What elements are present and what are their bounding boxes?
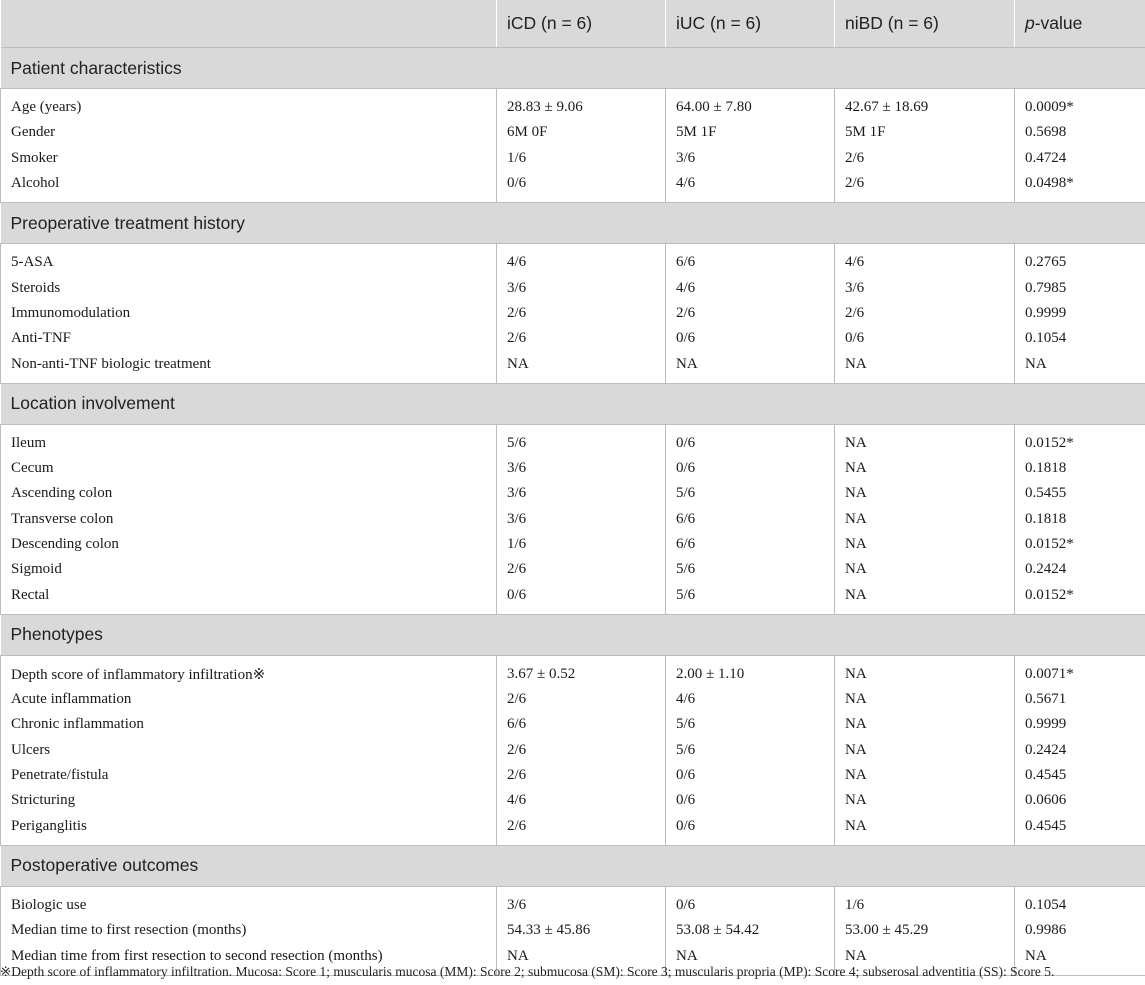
iuc-value: 0/6 xyxy=(666,456,835,481)
section-title: Phenotypes xyxy=(1,614,1145,655)
row-label: Acute inflammation xyxy=(1,687,497,712)
section-header-row xyxy=(1,614,1145,655)
section-header-row xyxy=(1,203,1145,244)
icd-value: 1/6 xyxy=(497,146,666,171)
p-value: 0.0152* xyxy=(1015,582,1145,614)
icd-value: 3/6 xyxy=(497,886,666,918)
row-label: Cecum xyxy=(1,456,497,481)
table-row xyxy=(1,275,1145,300)
p-value: 0.9986 xyxy=(1015,918,1145,943)
nibd-value: 1/6 xyxy=(835,886,1015,918)
icd-value: NA xyxy=(497,943,666,975)
nibd-value: NA xyxy=(835,788,1015,813)
p-value: NA xyxy=(1015,943,1145,975)
section-group xyxy=(1,383,1145,614)
iuc-value: 2/6 xyxy=(666,301,835,326)
iuc-value: 5/6 xyxy=(666,481,835,506)
p-value: 0.5455 xyxy=(1015,481,1145,506)
table-row xyxy=(1,814,1145,846)
header-iuc: iUC (n = 6) xyxy=(666,0,835,48)
icd-value: 6/6 xyxy=(497,712,666,737)
icd-value: 3/6 xyxy=(497,275,666,300)
nibd-value: 0/6 xyxy=(835,326,1015,351)
icd-value: 0/6 xyxy=(497,582,666,614)
table-header-row xyxy=(1,0,1145,48)
table-row xyxy=(1,738,1145,763)
table-row xyxy=(1,89,1145,121)
iuc-value: 0/6 xyxy=(666,886,835,918)
table-row xyxy=(1,788,1145,813)
p-value: 0.0152* xyxy=(1015,532,1145,557)
icd-value: 3.67 ± 0.52 xyxy=(497,655,666,687)
nibd-value: 42.67 ± 18.69 xyxy=(835,89,1015,121)
table-row xyxy=(1,918,1145,943)
icd-value: 2/6 xyxy=(497,763,666,788)
icd-value: 3/6 xyxy=(497,481,666,506)
nibd-value: 5M 1F xyxy=(835,120,1015,145)
table-row xyxy=(1,171,1145,203)
section-group xyxy=(1,845,1145,975)
table-row xyxy=(1,351,1145,383)
table-row xyxy=(1,532,1145,557)
p-value: 0.0009* xyxy=(1015,89,1145,121)
row-label: Rectal xyxy=(1,582,497,614)
nibd-value: NA xyxy=(835,532,1015,557)
p-value: 0.2424 xyxy=(1015,738,1145,763)
iuc-value: 53.08 ± 54.42 xyxy=(666,918,835,943)
row-label: Smoker xyxy=(1,146,497,171)
nibd-value: 2/6 xyxy=(835,146,1015,171)
section-group xyxy=(1,203,1145,383)
row-label: Ascending colon xyxy=(1,481,497,506)
iuc-value: 4/6 xyxy=(666,687,835,712)
row-label: Median time from first resection to second resection (months) xyxy=(1,943,497,975)
nibd-value: 2/6 xyxy=(835,301,1015,326)
iuc-value: 2.00 ± 1.10 xyxy=(666,655,835,687)
iuc-value: NA xyxy=(666,351,835,383)
nibd-value: 53.00 ± 45.29 xyxy=(835,918,1015,943)
table-row xyxy=(1,146,1145,171)
table-row xyxy=(1,582,1145,614)
table-row xyxy=(1,456,1145,481)
iuc-value: 0/6 xyxy=(666,424,835,456)
table-row xyxy=(1,557,1145,582)
p-value: 0.4545 xyxy=(1015,814,1145,846)
icd-value: 2/6 xyxy=(497,738,666,763)
row-label: Biologic use xyxy=(1,886,497,918)
row-label: Alcohol xyxy=(1,171,497,203)
header-empty xyxy=(1,0,497,48)
icd-value: 2/6 xyxy=(497,301,666,326)
section-title: Patient characteristics xyxy=(1,48,1145,89)
row-label: Ileum xyxy=(1,424,497,456)
nibd-value: NA xyxy=(835,943,1015,975)
row-label: Transverse colon xyxy=(1,507,497,532)
iuc-value: 6/6 xyxy=(666,507,835,532)
p-value: 0.4724 xyxy=(1015,146,1145,171)
icd-value: 54.33 ± 45.86 xyxy=(497,918,666,943)
icd-value: NA xyxy=(497,351,666,383)
table-footnote: ※Depth score of inflammatory infiltration. Mucosa: Score 1; muscularis mucosa (MM): Score 2; submucosa (SM): Score 3; muscularis propria (MP): Score 4; subserosal adventitia (SS): Score 5. xyxy=(0,964,1055,979)
nibd-value: NA xyxy=(835,481,1015,506)
section-title: Postoperative outcomes xyxy=(1,845,1145,886)
row-label: Periganglitis xyxy=(1,814,497,846)
row-label: Non-anti-TNF biologic treatment xyxy=(1,351,497,383)
table-row xyxy=(1,120,1145,145)
p-value: 0.9999 xyxy=(1015,712,1145,737)
row-label: Chronic inflammation xyxy=(1,712,497,737)
table-row xyxy=(1,326,1145,351)
iuc-value: 0/6 xyxy=(666,763,835,788)
iuc-value: NA xyxy=(666,943,835,975)
p-value: 0.7985 xyxy=(1015,275,1145,300)
section-header-row xyxy=(1,845,1145,886)
row-label: Descending colon xyxy=(1,532,497,557)
iuc-value: 5M 1F xyxy=(666,120,835,145)
icd-value: 0/6 xyxy=(497,171,666,203)
p-value: 0.2424 xyxy=(1015,557,1145,582)
section-title: Preoperative treatment history xyxy=(1,203,1145,244)
iuc-value: 0/6 xyxy=(666,788,835,813)
icd-value: 2/6 xyxy=(497,814,666,846)
iuc-value: 4/6 xyxy=(666,275,835,300)
section-title: Location involvement xyxy=(1,383,1145,424)
p-value: NA xyxy=(1015,351,1145,383)
iuc-value: 0/6 xyxy=(666,814,835,846)
iuc-value: 5/6 xyxy=(666,557,835,582)
icd-value: 2/6 xyxy=(497,687,666,712)
p-value: 0.0606 xyxy=(1015,788,1145,813)
row-label: Anti-TNF xyxy=(1,326,497,351)
nibd-value: 3/6 xyxy=(835,275,1015,300)
iuc-value: 3/6 xyxy=(666,146,835,171)
p-value: 0.1818 xyxy=(1015,507,1145,532)
icd-value: 2/6 xyxy=(497,326,666,351)
header-p-italic: p xyxy=(1025,13,1035,33)
header-icd: iCD (n = 6) xyxy=(497,0,666,48)
table-row xyxy=(1,424,1145,456)
row-label: Sigmoid xyxy=(1,557,497,582)
p-value: 0.2765 xyxy=(1015,244,1145,276)
nibd-value: NA xyxy=(835,507,1015,532)
table-row xyxy=(1,507,1145,532)
icd-value: 4/6 xyxy=(497,244,666,276)
section-group xyxy=(1,48,1145,203)
row-label: Age (years) xyxy=(1,89,497,121)
iuc-value: 5/6 xyxy=(666,738,835,763)
nibd-value: NA xyxy=(835,655,1015,687)
iuc-value: 4/6 xyxy=(666,171,835,203)
iuc-value: 5/6 xyxy=(666,712,835,737)
section-group xyxy=(1,614,1145,845)
header-nibd: niBD (n = 6) xyxy=(835,0,1015,48)
iuc-value: 0/6 xyxy=(666,326,835,351)
iuc-value: 64.00 ± 7.80 xyxy=(666,89,835,121)
section-header-row xyxy=(1,383,1145,424)
icd-value: 5/6 xyxy=(497,424,666,456)
row-label: Gender xyxy=(1,120,497,145)
icd-value: 4/6 xyxy=(497,788,666,813)
iuc-value: 6/6 xyxy=(666,532,835,557)
nibd-value: NA xyxy=(835,351,1015,383)
table-row xyxy=(1,301,1145,326)
icd-value: 28.83 ± 9.06 xyxy=(497,89,666,121)
row-label: Immunomodulation xyxy=(1,301,497,326)
nibd-value: NA xyxy=(835,557,1015,582)
nibd-value: NA xyxy=(835,582,1015,614)
p-value: 0.5698 xyxy=(1015,120,1145,145)
p-value: 0.9999 xyxy=(1015,301,1145,326)
table-row xyxy=(1,712,1145,737)
icd-value: 3/6 xyxy=(497,456,666,481)
row-label: Ulcers xyxy=(1,738,497,763)
p-value: 0.1054 xyxy=(1015,886,1145,918)
nibd-value: NA xyxy=(835,814,1015,846)
table-row xyxy=(1,481,1145,506)
nibd-value: NA xyxy=(835,763,1015,788)
nibd-value: NA xyxy=(835,456,1015,481)
p-value: 0.0152* xyxy=(1015,424,1145,456)
icd-value: 6M 0F xyxy=(497,120,666,145)
nibd-value: 2/6 xyxy=(835,171,1015,203)
iuc-value: 5/6 xyxy=(666,582,835,614)
p-value: 0.4545 xyxy=(1015,763,1145,788)
row-label: 5-ASA xyxy=(1,244,497,276)
iuc-value: 6/6 xyxy=(666,244,835,276)
row-label: Median time to first resection (months) xyxy=(1,918,497,943)
nibd-value: NA xyxy=(835,424,1015,456)
nibd-value: NA xyxy=(835,738,1015,763)
table-row xyxy=(1,687,1145,712)
table-row xyxy=(1,244,1145,276)
icd-value: 1/6 xyxy=(497,532,666,557)
icd-value: 3/6 xyxy=(497,507,666,532)
row-label: Stricturing xyxy=(1,788,497,813)
table-row xyxy=(1,655,1145,687)
p-value: 0.0071* xyxy=(1015,655,1145,687)
table-row xyxy=(1,763,1145,788)
p-value: 0.1054 xyxy=(1015,326,1145,351)
row-label: Penetrate/fistula xyxy=(1,763,497,788)
section-header-row xyxy=(1,48,1145,89)
p-value: 0.1818 xyxy=(1015,456,1145,481)
p-value: 0.5671 xyxy=(1015,687,1145,712)
header-p-value xyxy=(1015,0,1145,48)
header-p-rest: -value xyxy=(1034,13,1083,33)
icd-value: 2/6 xyxy=(497,557,666,582)
p-value: 0.0498* xyxy=(1015,171,1145,203)
table-row xyxy=(1,886,1145,918)
nibd-value: 4/6 xyxy=(835,244,1015,276)
row-label: Depth score of inflammatory infiltration※ xyxy=(1,655,497,687)
row-label: Steroids xyxy=(1,275,497,300)
nibd-value: NA xyxy=(835,712,1015,737)
nibd-value: NA xyxy=(835,687,1015,712)
